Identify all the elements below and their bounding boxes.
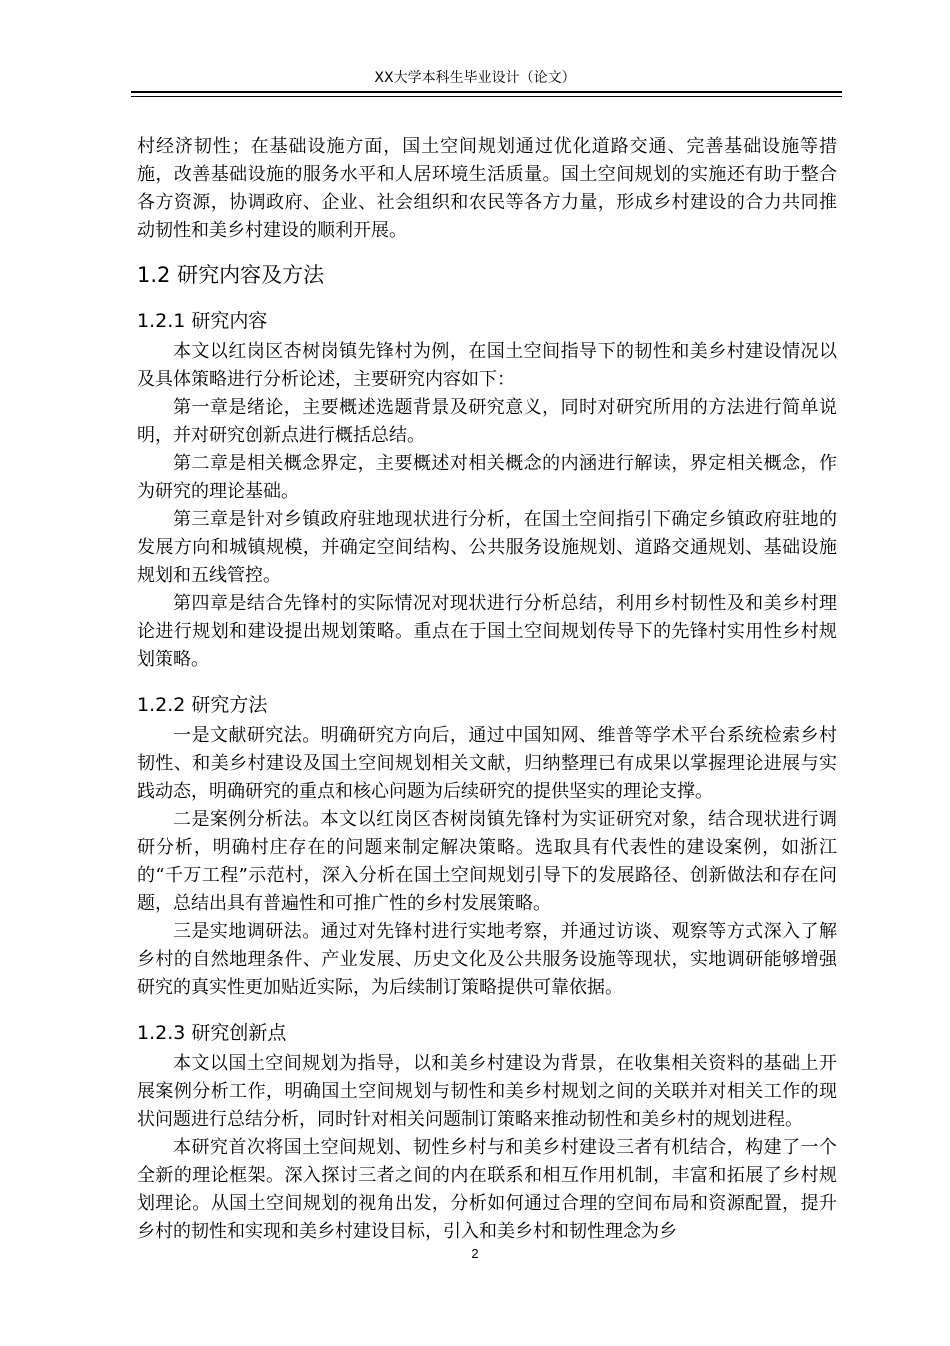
paragraph: 二是案例分析法。本文以红岗区杏树岗镇先锋村为实证研究对象，结合现状进行调研分析，明确村庄存在的问题来制定解决策略。选取具有代表性的建设案例，如浙江的“千万工程”示范村，深入分析在国土空间规划引导下的发展路径、创新做法和存在问题，总结出具有普遍性和可推广性的乡村发展策略。 bbox=[137, 809, 837, 914]
page-number: 2 bbox=[471, 1246, 479, 1261]
paragraph: 本文以红岗区杏树岗镇先锋村为例，在国土空间指导下的韧性和美乡村建设情况以及具体策略进行分析论述，主要研究内容如下： bbox=[137, 341, 837, 390]
paragraph: 第四章是结合先锋村的实际情况对现状进行分析总结，利用乡村韧性及和美乡村理论进行规划和建设提出规划策略。重点在于国土空间规划传导下的先锋村实用性乡村规划策略。 bbox=[137, 593, 837, 670]
section-heading-1-2: 1.2 研究内容及方法 bbox=[137, 263, 325, 287]
subsection-heading-1-2-2: 1.2.2 研究方法 bbox=[137, 694, 268, 716]
paragraph: 三是实地调研法。通过对先锋村进行实地考察，并通过访谈、观察等方式深入了解乡村的自然地理条件、产业发展、历史文化及公共服务设施等现状，实地调研能够增强研究的真实性更加贴近实际，为后续制订策略提供可靠依据。 bbox=[137, 921, 837, 998]
paragraph: 一是文献研究法。明确研究方向后，通过中国知网、维普等学术平台系统检索乡村韧性、和美乡村建设及国土空间规划相关文献，归纳整理已有成果以掌握理论进展与实践动态，明确研究的重点和核心问题为后续研究的提供坚实的理论支撑。 bbox=[137, 725, 837, 802]
paragraph: 本文以国土空间规划为指导，以和美乡村建设为背景，在收集相关资料的基础上开展案例分析工作，明确国土空间规划与韧性和美乡村规划之间的关联并对相关工作的现状问题进行总结分析，同时针对相关问题制订策略来推动韧性和美乡村的规划进程。 bbox=[137, 1053, 837, 1130]
paragraph: 第一章是绪论，主要概述选题背景及研究意义，同时对研究所用的方法进行简单说明，并对研究创新点进行概括总结。 bbox=[137, 397, 837, 446]
continued-paragraph: 村经济韧性；在基础设施方面，国土空间规划通过优化道路交通、完善基础设施等措施，改善基础设施的服务水平和人居环境生活质量。国土空间规划的实施还有助于整合各方资源，协调政府、企业、社会组织和农民等各方力量，形成乡村建设的合力共同推动韧性和美乡村建设的顺利开展。 bbox=[137, 136, 837, 241]
header-rule-thin bbox=[131, 96, 842, 97]
running-header: XX大学本科生毕业设计（论文） bbox=[374, 70, 576, 86]
subsection-heading-1-2-3: 1.2.3 研究创新点 bbox=[137, 1022, 287, 1044]
paragraph: 第三章是针对乡镇政府驻地现状进行分析，在国土空间指引下确定乡镇政府驻地的发展方向和城镇规模，并确定空间结构、公共服务设施规划、道路交通规划、基础设施规划和五线管控。 bbox=[137, 509, 837, 586]
subsection-heading-1-2-1: 1.2.1 研究内容 bbox=[137, 310, 268, 332]
paragraph: 第二章是相关概念界定，主要概述对相关概念的内涵进行解读，界定相关概念，作为研究的理论基础。 bbox=[137, 453, 837, 502]
header-rule-thick bbox=[131, 91, 842, 93]
body-content bbox=[137, 133, 837, 1246]
paragraph: 本研究首次将国土空间规划、韧性乡村与和美乡村建设三者有机结合，构建了一个全新的理论框架。深入探讨三者之间的内在联系和相互作用机制，丰富和拓展了乡村规划理论。从国土空间规划的视角出发，分析如何通过合理的空间布局和资源配置，提升乡村的韧性和实现和美乡村建设目标，引入和美乡村和韧性理念为乡 bbox=[137, 1137, 837, 1242]
